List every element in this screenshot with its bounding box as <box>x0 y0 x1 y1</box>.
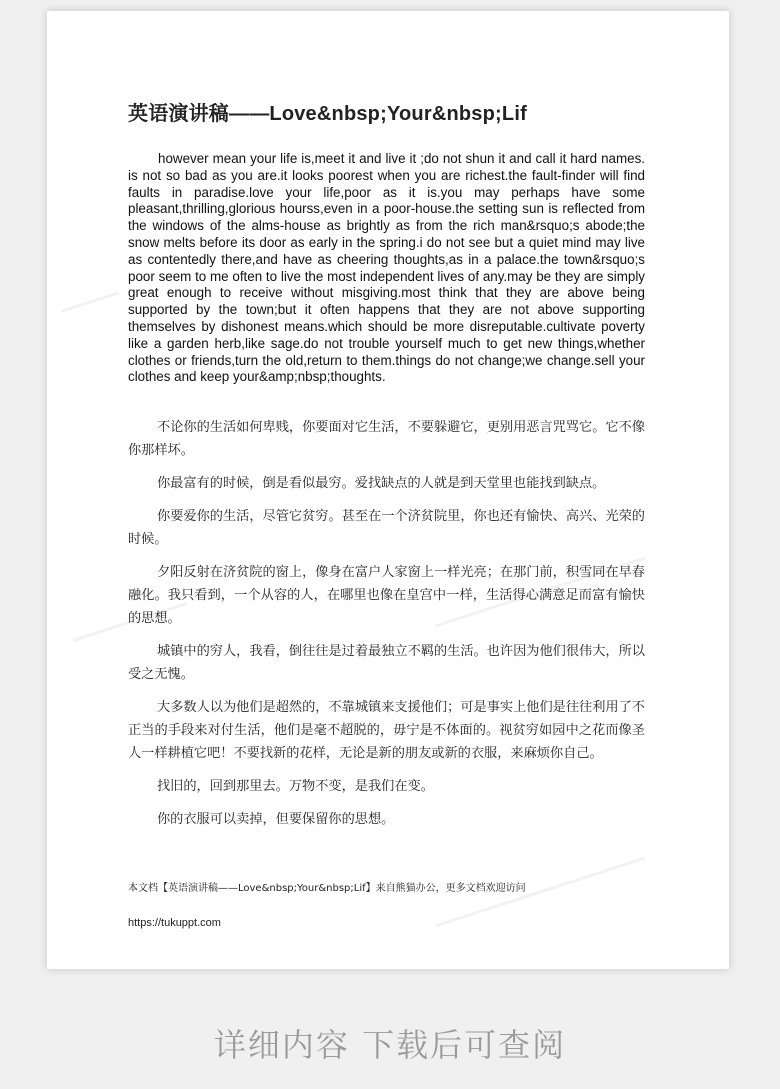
watermark-mark <box>55 272 119 312</box>
chinese-paragraph: 找旧的，回到那里去。万物不变，是我们在变。 <box>157 779 434 794</box>
source-url[interactable]: https://tukuppt.com <box>128 917 221 929</box>
download-banner[interactable]: 详细内容 下载后可查阅 <box>213 1026 567 1064</box>
title-chinese: 英语演讲稿 <box>128 101 229 125</box>
english-paragraph: however mean your life is,meet it and live it ;do not shun it and call it hard names. is not so bad as you are.it looks poorest when you are richest.the fault-finder will find faults in paradise.love your life,poor as it is.you may perhaps have some pleasant,thrilling,glorious hourss,even in a poor-house.the setting sun is reflected from the windows of the alms-house as brightly as from the rich man&rsquo;s abode;the snow melts before its door as early in the spring.i do not see but a quiet mind may live as contentedly there,and have as cheering thoughts,as in a palace.the town&rsquo;s poor seem to me often to live the most independent lives of any.may be they are simply great enough to receive without misgiving.most think that they are above being supported by the town;but it often happens that they are not above supporting themselves by dishonest means.which should be more disreputable.cultivate poverty like a garden herb,like sage.do not trouble yourself much to get new things,whether clothes or friends,turn the old,return to them.things do not change;we change.sell your clothes and keep your&amp;nbsp;thoughts. <box>128 151 645 385</box>
chinese-paragraph: 你最富有的时候，倒是看似最穷。爱找缺点的人就是到天堂里也能找到缺点。 <box>157 476 606 491</box>
chinese-paragraph: 夕阳反射在济贫院的窗上，像身在富户人家窗上一样光亮；在那门前，积雪同在早春融化。我只看到，一个从容的人，在哪里也像在皇宫中一样，生活得心满意足而富有愉快的思想。 <box>128 565 645 626</box>
title-latin: ——Love&nbsp;Your&nbsp;Lif <box>229 103 527 125</box>
source-note: 本文档【英语演讲稿——Love&nbsp;Your&nbsp;Lif】来自熊猫办公，更多文档欢迎访问 <box>128 883 526 894</box>
chinese-paragraph: 不论你的生活如何卑贱，你要面对它生活，不要躲避它，更别用恶言咒骂它。它不像你那样坏。 <box>128 420 645 458</box>
chinese-paragraph: 你要爱你的生活，尽管它贫穷。甚至在一个济贫院里，你也还有愉快、高兴、光荣的时候。 <box>128 509 645 547</box>
chinese-translation <box>128 416 645 841</box>
chinese-paragraph: 大多数人以为他们是超然的，不靠城镇来支援他们；可是事实上他们是往往利用了不正当的手段来对付生活，他们是毫不超脱的，毋宁是不体面的。视贫穷如园中之花而像圣人一样耕植它吧！不要找新的花样，无论是新的朋友或新的衣服，来麻烦你自己。 <box>128 700 645 761</box>
document-title <box>128 97 659 126</box>
document-page <box>47 11 729 969</box>
chinese-paragraph: 城镇中的穷人，我看，倒往往是过着最独立不羁的生活。也许因为他们很伟大，所以受之无愧。 <box>128 644 645 682</box>
chinese-paragraph: 你的衣服可以卖掉，但要保留你的思想。 <box>157 812 395 827</box>
